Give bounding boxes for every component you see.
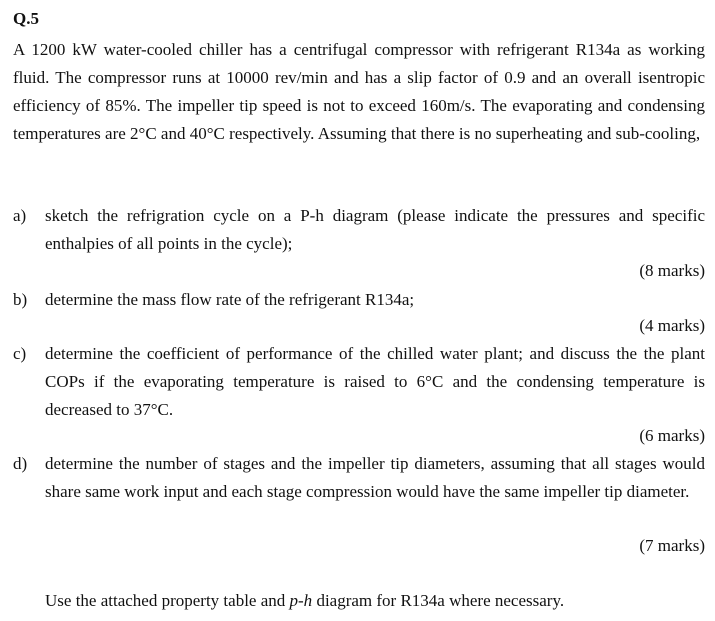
part-b-label: b) [13, 290, 28, 309]
footer-prefix: Use the attached property table and [45, 591, 290, 610]
part-a-label: a) [13, 206, 27, 225]
question-number: Q.5 [13, 9, 39, 28]
footer-note [45, 589, 564, 613]
footer-suffix: diagram for R134a where necessary. [312, 591, 565, 610]
part-b-text: determine the mass flow rate of the refrigerant R134a; [45, 290, 415, 309]
part-c [13, 340, 705, 424]
footer-ph-italic: p-h [289, 591, 313, 610]
part-c-label: c) [13, 344, 27, 363]
part-d-label: d) [13, 454, 28, 473]
part-c-text: determine the coefficient of performance of the chilled water plant; and discuss the the plant COPs if the evaporating temperature is raised to 6°C and the condensing temperature is decreased to 37°C. [45, 344, 705, 419]
part-d-text: determine the number of stages and the impeller tip diameters, assuming that all stages would share same work input and each stage compression would have the same impeller tip diameter. [45, 454, 705, 501]
question-intro: A 1200 kW water-cooled chiller has a centrifugal compressor with refrigerant R134a as working fluid. The compressor runs at 10000 rev/min and has a slip factor of 0.9 and an overall isentropic efficiency of 85%. The impeller tip speed is not to exceed 160m/s. The evaporating and condensing temperatures are 2°C and 40°C respectively. Assuming that there is no superheating and sub-cooling, [13, 40, 705, 143]
part-d-marks: (7 marks) [639, 536, 705, 555]
part-b-marks: (4 marks) [639, 316, 705, 335]
part-b [13, 286, 705, 314]
part-a-text: sketch the refrigration cycle on a P-h diagram (please indicate the pressures and specific enthalpies of all points in the cycle); [45, 206, 705, 253]
part-a [13, 202, 705, 258]
part-a-marks: (8 marks) [639, 261, 705, 280]
part-d [13, 450, 705, 506]
part-c-marks: (6 marks) [639, 426, 705, 445]
